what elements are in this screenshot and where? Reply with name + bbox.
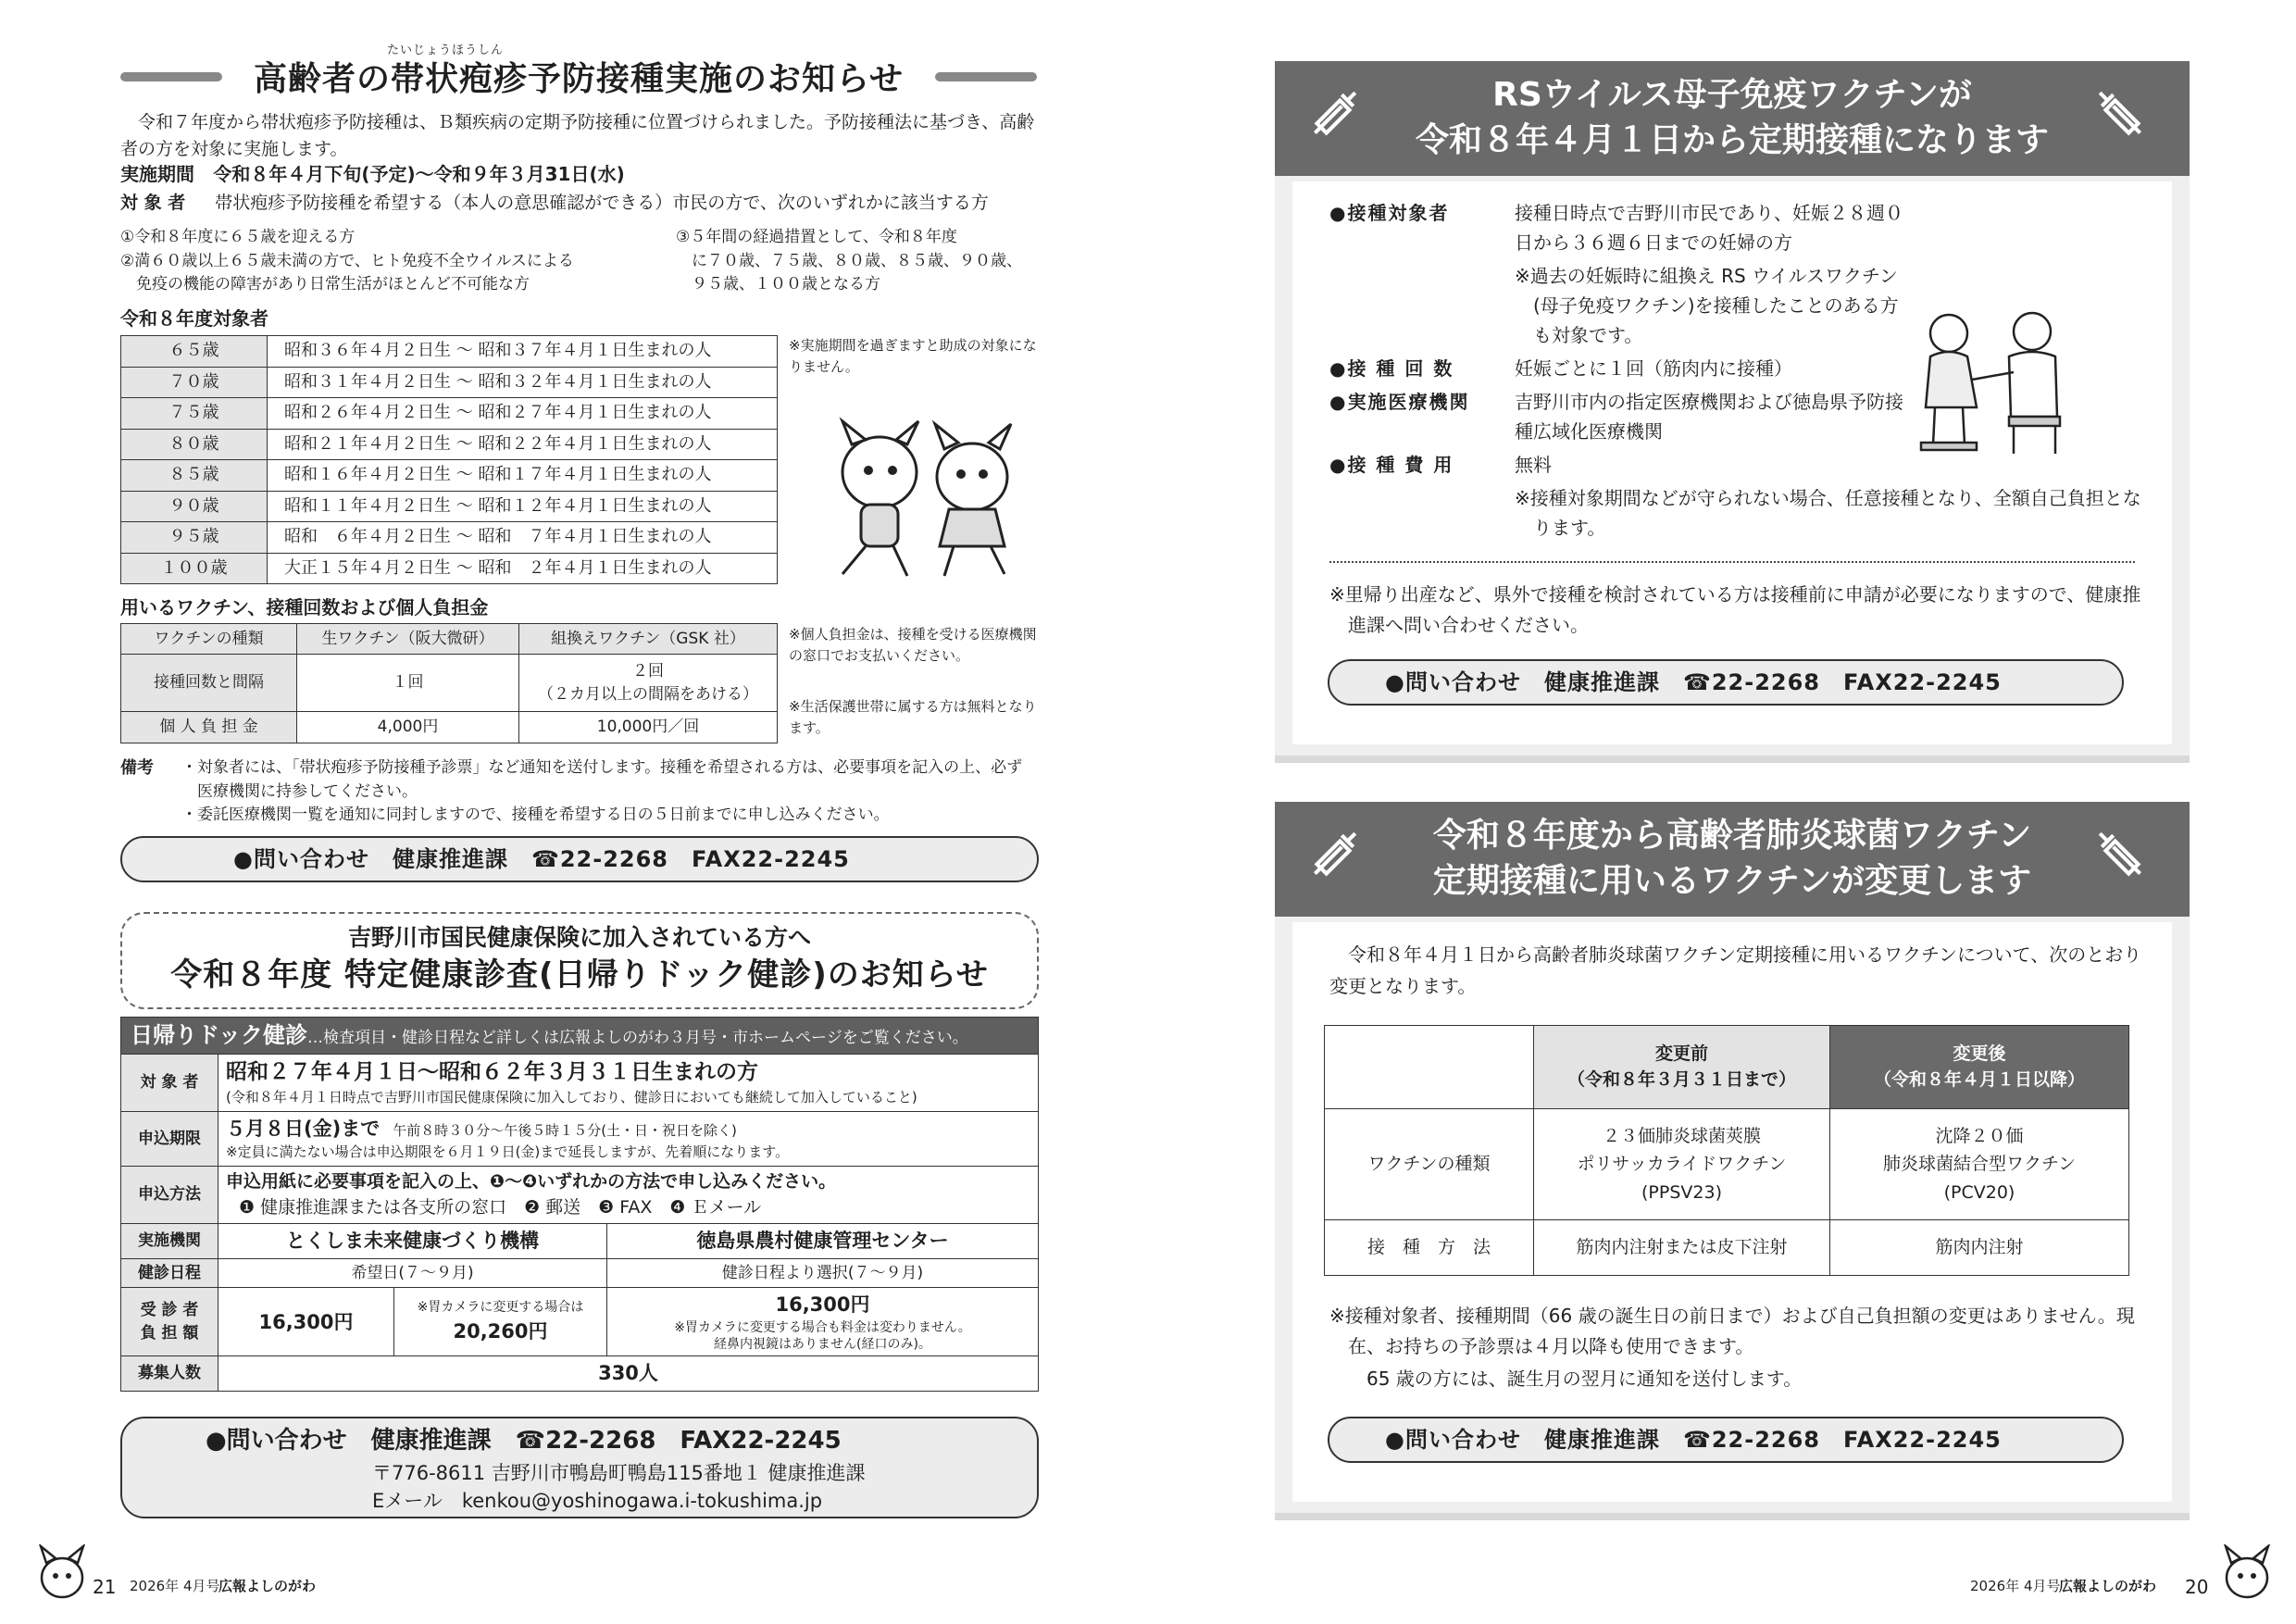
age-row [121, 553, 778, 584]
dock-method-list: ❶ 健康推進課または各支所の窓口 ❷ 郵送 ❸ FAX ❹ Ｅメール [239, 1196, 762, 1218]
vac-head-0: ワクチンの種類 [121, 624, 297, 655]
remarks-label: 備考 [120, 758, 154, 778]
vac-row1-live: １回 [297, 655, 519, 712]
dock-contact-box [120, 1417, 1039, 1518]
birth-range-cell: 大正１５年４月２日生 ～ 昭和 ２年４月１日生まれの人 [268, 553, 778, 584]
dock-target-cell [218, 1054, 1039, 1111]
rs-item-text: 接種日時点で吉野川市民であり、妊娠２８週０日から３６週６日までの妊婦の方 [1515, 202, 1903, 254]
rs-item-label: ●接種対象者 [1329, 202, 1450, 224]
page-number-right: 20 [2185, 1576, 2209, 1598]
pneumo-row1-after-2: (PCV20) [1943, 1181, 2015, 1203]
dock-target: 昭和２７年４月１日～昭和６２年３月３１日生まれの方 [226, 1059, 758, 1084]
rs-item-text: ※過去の妊娠時に組換え RS ウイルスワクチン(母子免疫ワクチン)を接種したことのある方も対象です。 [1515, 265, 1899, 346]
pub-right: 広報よしのがわ [2059, 1578, 2157, 1594]
target-label: 対 象 者 [120, 193, 186, 213]
mascot-illustration [815, 417, 1037, 583]
age-row [121, 429, 778, 460]
cond-2a: ②満６０歳以上６５歳未満の方で、ヒト免疫不全ウイルスによる [120, 251, 574, 270]
rs-item [1329, 483, 2144, 543]
dock-fee-2-note-1: ※胃カメラに変更する場合も料金は変わりません。 [674, 1319, 971, 1335]
conditions-right [676, 226, 1022, 297]
shingles-title-bar [120, 56, 1037, 96]
dock-contact-line-3: Eメール kenkou@yoshinogawa.i-tokushima.jp [372, 1490, 823, 1512]
rs-item-label [1329, 261, 1515, 350]
cond-2b: 免疫の機能の障害があり日常生活がほとんど不可能な方 [136, 275, 530, 294]
rs-item-label [1329, 483, 1515, 543]
age-cell: ８５歳 [121, 460, 268, 492]
pneumo-row1-before-0: ２３価肺炎球菌莢膜 [1602, 1125, 1761, 1146]
dock-fee-2-note-2: 経鼻内視鏡はありません(経口のみ)。 [714, 1336, 931, 1352]
vac-note-1: ※個人負担金は、接種を受ける医療機関の窓口でお支払いください。 [789, 626, 1037, 664]
dock-fee-1b-note: ※胃カメラに変更する場合は [417, 1300, 584, 1316]
rs-title-1: RSウイルス母子免疫ワクチンが [1492, 76, 1972, 115]
vac-head-2: 組換えワクチン（GSK 社） [519, 624, 778, 655]
remarks [181, 756, 1038, 828]
issue-right: 2026年 4月号 [1970, 1578, 2061, 1594]
birth-range-cell: 昭和３１年４月２日生 ～ 昭和３２年４月１日生まれの人 [268, 367, 778, 398]
dock-org-2: 徳島県農村健康管理センター [607, 1224, 1039, 1258]
pneumo-head-after-2: （令和８年４月１日以降） [1873, 1068, 2085, 1090]
dock-contact-line-1: ●問い合わせ 健康推進課 ☎22-2268 FAX22-2245 [206, 1427, 842, 1455]
dock-heading-box [120, 912, 1039, 1009]
vac-table-title: 用いるワクチン、接種回数および個人負担金 [120, 596, 489, 618]
pneumo-row2-before: 筋肉内注射または皮下注射 [1534, 1220, 1830, 1276]
pneumo-table [1324, 1025, 2129, 1276]
dock-date-2: 健診日程より選択(７～９月) [607, 1258, 1039, 1288]
dock-org-1: とくしま未来健康づくり機構 [218, 1224, 607, 1258]
pneumo-row2-label: 接 種 方 法 [1325, 1220, 1534, 1276]
rs-header [1275, 61, 2190, 176]
page-number-left: 21 [93, 1576, 117, 1598]
issue-left: 2026年 4月号 [130, 1578, 220, 1594]
rs-item-label: ●接 種 費 用 [1329, 454, 1454, 476]
dock-target-note: (令和８年４月１日時点で吉野川市国民健康保険に加入しており、健診日においても継続して加入していること) [226, 1089, 917, 1106]
birth-range-cell: 昭和１１年４月２日生 ～ 昭和１２年４月１日生まれの人 [268, 491, 778, 522]
dock-period-time: 午前８時３０分～午後５時１５分(土・日・祝日を除く) [393, 1121, 737, 1139]
cond-3c: ９５歳、１００歳となる方 [692, 275, 880, 294]
remark-1: ・対象者には、「帯状疱疹予防接種予診票」など通知を送付します。接種を希望される方は、必要事項を記入の上、必ず医療機関に持参してください。 [181, 758, 1023, 801]
age-note: ※実施期間を過ぎますと助成の対象になりません。 [789, 337, 1037, 375]
age-row [121, 336, 778, 368]
pneumo-title-1: 令和８年度から高齢者肺炎球菌ワクチン [1432, 817, 2032, 856]
pneumo-row1-label: ワクチンの種類 [1325, 1109, 1534, 1220]
pneumo-row1-before-1: ポリサッカライドワクチン [1577, 1154, 1787, 1175]
shingles-intro: 令和７年度から帯状疱疹予防接種は、Ｂ類疾病の定期予防接種に位置づけられました。予防接種法に基づき、高齢者の方を対象に実施します。 [120, 112, 1035, 159]
pneumo-corner [1325, 1026, 1534, 1109]
age-cell: ７５歳 [121, 398, 268, 430]
dock-fee-1: 16,300円 [218, 1288, 394, 1356]
pneumo-row1-after-0: 沈降２０価 [1935, 1125, 2024, 1146]
rs-item-text: 無料 [1515, 454, 1552, 476]
pneumo-intro: 令和８年４月１日から高齢者肺炎球菌ワクチン定期接種に用いるワクチンについて、次のとおり変更となります。 [1329, 943, 2142, 997]
birth-range-cell: 昭和２６年４月２日生 ～ 昭和２７年４月１日生まれの人 [268, 398, 778, 430]
dock-fee-label [121, 1288, 218, 1356]
age-table-title: 令和８年度対象者 [120, 307, 268, 330]
pneumo-note-1: ※接種対象者、接種期間（66 歳の誕生日の前日まで）および自己負担額の変更はありません。現在、お持ちの予診票は４月以降も使用できます。 [1329, 1305, 2135, 1357]
age-row [121, 460, 778, 492]
age-table [120, 335, 778, 584]
age-row [121, 491, 778, 522]
vaccine-table [120, 623, 778, 743]
nurse-patient-illustration [1907, 306, 2074, 458]
dock-fee-label-2: 負 担 額 [140, 1323, 199, 1343]
dock-period-note: ※定員に満たない場合は申込期限を６月１９日(金)まで延長しますが、先着順になります。 [226, 1143, 790, 1161]
syringe-icon [1304, 87, 1361, 144]
rs-item-label: ●接 種 回 数 [1329, 357, 1454, 380]
dock-period-label: 申込期限 [121, 1111, 218, 1166]
target-value: 帯状疱疹予防接種を希望する（本人の意思確認ができる）市民の方で、次のいずれかに該当する方 [215, 193, 989, 213]
rs-item-text: 吉野川市内の指定医療機関および徳島県予防接種広域化医療機関 [1515, 391, 1903, 443]
vac-note-2: ※生活保護世帯に属する方は無料となります。 [789, 698, 1037, 736]
rs-item-text: 妊娠ごとに１回（筋肉内に接種） [1515, 357, 1792, 380]
age-row [121, 367, 778, 398]
vac-row1-recomb-count: ２回 [632, 661, 664, 681]
rs-divider [1329, 561, 2135, 567]
pneumo-header [1275, 802, 2190, 917]
period-value: 令和８年４月下旬(予定)～令和９年３月31日(水) [213, 163, 625, 185]
dock-title: 令和８年度 特定健康診査(日帰りドック健診)のお知らせ [170, 956, 989, 994]
title-ruby: たいじょうほうしん [387, 44, 505, 57]
syringe-icon [2094, 87, 2152, 144]
birth-range-cell: 昭和３６年４月２日生 ～ 昭和３７年４月１日生まれの人 [268, 336, 778, 368]
age-cell: ９０歳 [121, 491, 268, 522]
birth-range-cell: 昭和２１年４月２日生 ～ 昭和２２年４月１日生まれの人 [268, 429, 778, 460]
pneumo-title-2: 定期接種に用いるワクチンが変更します [1432, 862, 2032, 900]
pneumo-row1-before-2: (PPSV23) [1641, 1181, 1722, 1203]
pneumo-head-after-1: 変更後 [1953, 1043, 2006, 1064]
pneumo-head-after [1830, 1026, 2129, 1109]
dock-contact-line-2: 〒776-8611 吉野川市鴨島町鴨島115番地１ 健康推進課 [372, 1462, 866, 1484]
pneumo-row1-after-1: 肺炎球菌結合型ワクチン [1882, 1154, 2077, 1175]
dock-org-label: 実施機関 [121, 1224, 218, 1258]
dock-period-cell [218, 1111, 1039, 1166]
vac-row1-recomb-interval: （２カ月以上の間隔をあける） [538, 684, 758, 704]
pneumo-head-before-1: 変更前 [1654, 1043, 1708, 1064]
period-label: 実施期間 [120, 163, 194, 185]
age-cell: １００歳 [121, 553, 268, 584]
dock-fee-2-cell [607, 1288, 1039, 1356]
vac-head-1: 生ワクチン（阪大微研） [297, 624, 519, 655]
pneumo-row1-before [1534, 1109, 1830, 1220]
age-cell: ９５歳 [121, 522, 268, 554]
dock-banner-title: 日帰りドック健診 [131, 1022, 308, 1048]
syringe-icon [1304, 828, 1361, 885]
dock-period: ５月８日(金)まで [226, 1117, 381, 1140]
dock-fee-label-1: 受 診 者 [140, 1301, 199, 1320]
age-cell: ８０歳 [121, 429, 268, 460]
dock-date-1: 希望日(７～９月) [218, 1258, 607, 1288]
period-line [120, 161, 625, 188]
dock-num: 330人 [218, 1356, 1039, 1391]
pneumo-note-2: 65 歳の方には、誕生月の翌月に通知を送付します。 [1366, 1368, 1803, 1390]
vac-row1-label: 接種回数と間隔 [121, 655, 297, 712]
dock-target-label: 対 象 者 [121, 1054, 218, 1111]
dock-method-cell [218, 1167, 1039, 1224]
dock-banner-note: …検査項目・健診日程など詳しくは広報よしのがわ３月号・市ホームページをご覧ください。 [307, 1029, 968, 1047]
dock-subtitle: 吉野川市国民健康保険に加入されている方へ [347, 924, 811, 951]
remark-2: ・委託医療機関一覧を通知に同封しますので、接種を希望する日の５日前までに申し込みください。 [181, 806, 890, 824]
pneumo-contact [1328, 1417, 2124, 1463]
rs-contact [1328, 659, 2124, 706]
rs-item-text: ※接種対象期間などが守られない場合、任意接種となり、全額自己負担となります。 [1515, 487, 2141, 539]
vac-row2-live: 4,000円 [297, 712, 519, 743]
mascot-footer-icon-right [2222, 1544, 2272, 1600]
dock-fee-2: 16,300円 [775, 1293, 870, 1317]
rs-title-2: 令和８年４月１日から定期接種になります [1415, 121, 2049, 159]
dock-date-label: 健診日程 [121, 1258, 218, 1288]
birth-range-cell: 昭和１６年４月２日生 ～ 昭和１７年４月１日生まれの人 [268, 460, 778, 492]
syringe-icon [2094, 828, 2152, 885]
conditions-left [120, 226, 574, 297]
age-row [121, 398, 778, 430]
pneumo-contact-text: ●問い合わせ 健康推進課 ☎22-2268 FAX22-2245 [1385, 1426, 2002, 1453]
age-cell: ６５歳 [121, 336, 268, 368]
dock-table [120, 1017, 1039, 1392]
dock-num-label: 募集人数 [121, 1356, 218, 1391]
shingles-title: 高齢者の帯状疱疹予防接種実施のお知らせ [254, 60, 904, 98]
dock-method: 申込用紙に必要事項を記入の上、❶～❹いずれかの方法で申し込みください。 [226, 1171, 837, 1193]
cond-3a: ③５年間の経過措置として、令和８年度 [676, 228, 957, 246]
vac-row2-label: 個 人 負 担 金 [121, 712, 297, 743]
shingles-contact [120, 836, 1039, 882]
pub-left: 広報よしのがわ [218, 1578, 317, 1594]
age-cell: ７０歳 [121, 367, 268, 398]
dock-banner [121, 1018, 1039, 1055]
pneumo-row2-after: 筋肉内注射 [1830, 1220, 2129, 1276]
dock-method-label: 申込方法 [121, 1167, 218, 1224]
dock-fee-1b: 20,260円 [453, 1319, 548, 1343]
age-row [121, 522, 778, 554]
cond-3b: に７０歳、７５歳、８０歳、８５歳、９０歳、 [692, 251, 1022, 270]
mascot-footer-icon-left [37, 1544, 87, 1600]
pneumo-row1-after [1830, 1109, 2129, 1220]
rs-contact-text: ●問い合わせ 健康推進課 ☎22-2268 FAX22-2245 [1385, 668, 2002, 695]
dock-fee-1b-cell [394, 1288, 607, 1356]
rs-item-label: ●実施医療機関 [1329, 391, 1470, 413]
pneumo-head-before-2: （令和８年３月３１日まで） [1566, 1068, 1796, 1090]
cond-1: ①令和８年度に６５歳を迎える方 [120, 228, 356, 246]
rs-item [1329, 198, 2144, 257]
shingles-contact-text: ●問い合わせ 健康推進課 ☎22-2268 FAX22-2245 [233, 845, 850, 872]
birth-range-cell: 昭和 ６年４月２日生 ～ 昭和 ７年４月１日生まれの人 [268, 522, 778, 554]
vac-row1-recomb [519, 655, 778, 712]
rs-note: ※里帰り出産など、県外で接種を検討されている方は接種前に申請が必要になりますので、健康推進課へ問い合わせください。 [1329, 583, 2141, 636]
target-line [120, 191, 1037, 217]
pneumo-head-before [1534, 1026, 1830, 1109]
vac-row2-recomb: 10,000円／回 [519, 712, 778, 743]
